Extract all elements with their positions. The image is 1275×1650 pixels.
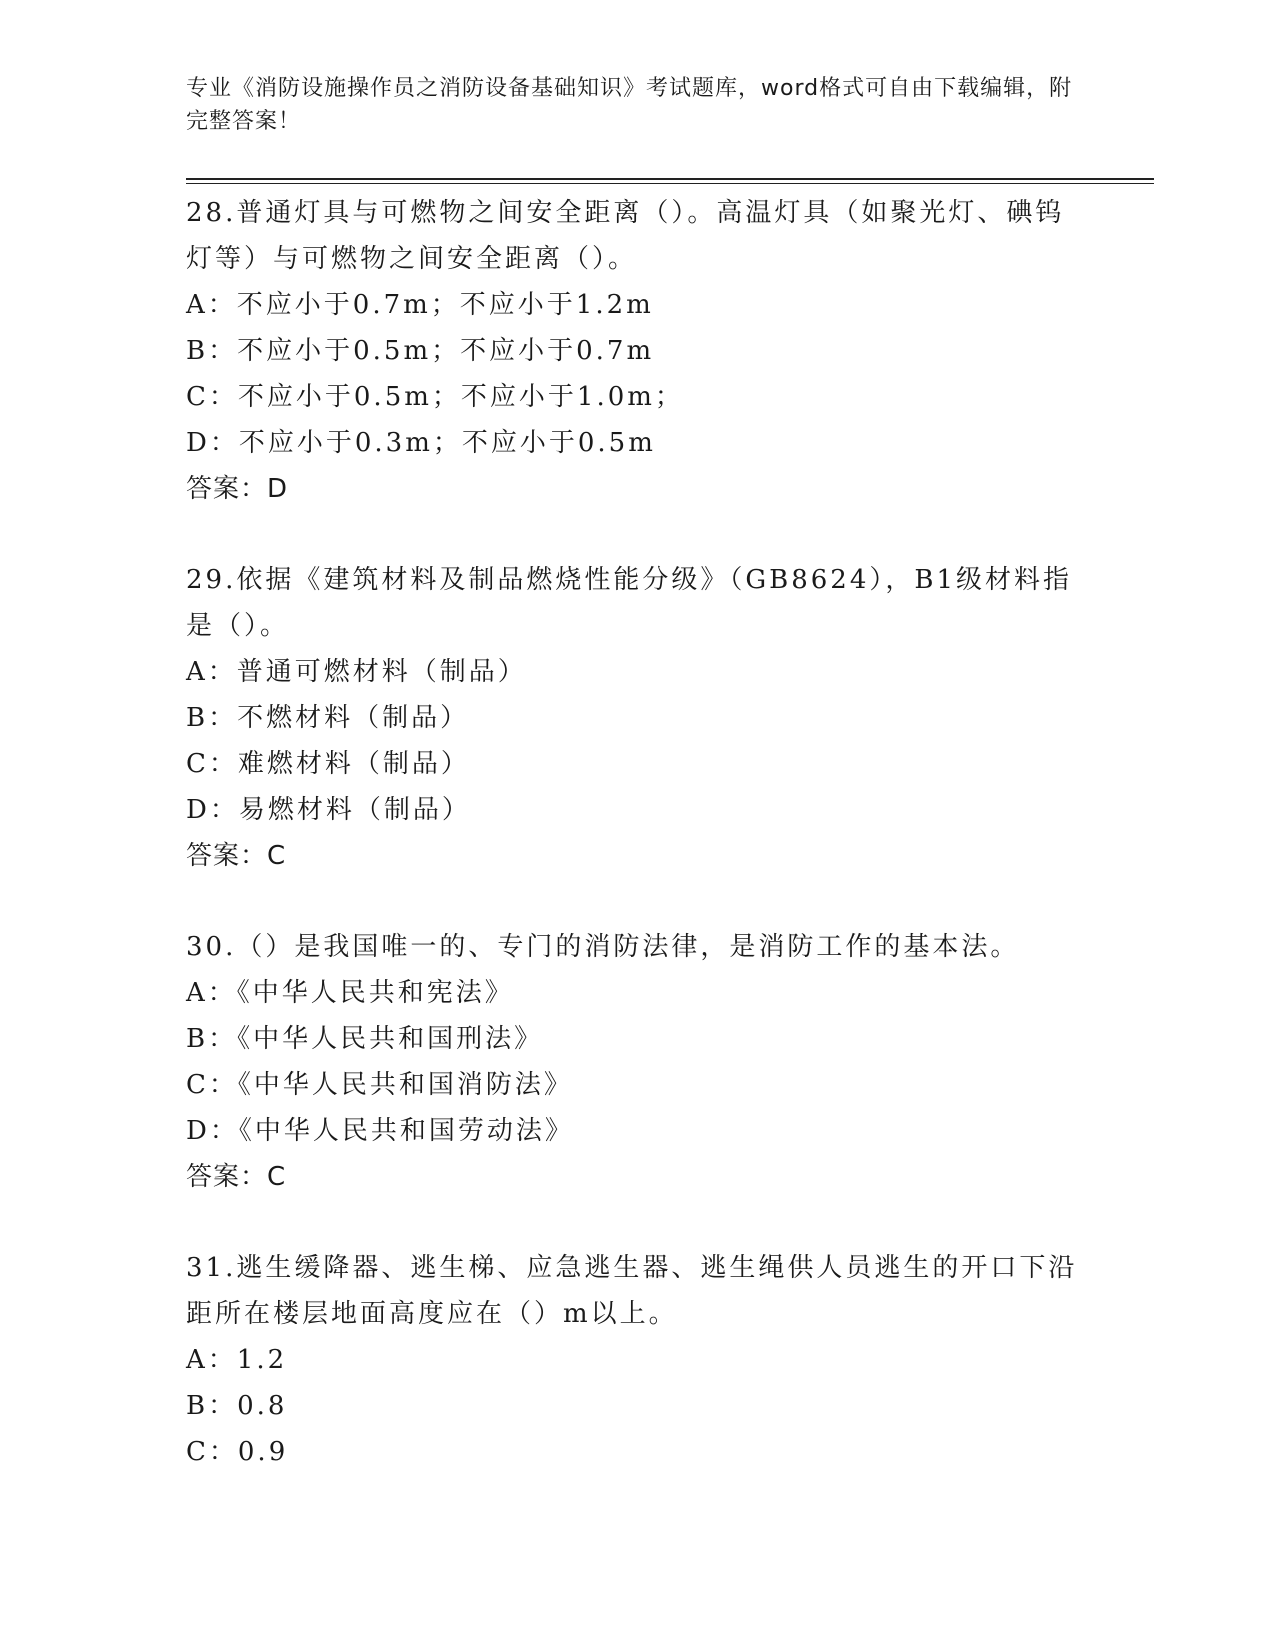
option-a: A：1.2: [186, 1345, 288, 1375]
option-c: C：难燃材料（制品）: [186, 749, 470, 779]
question-stem: 29.依据《建筑材料及制品燃烧性能分级》（GB8624），B1级材料指是（）。: [186, 565, 1073, 641]
question-stem: 30.（）是我国唯一的、专门的消防法律，是消防工作的基本法。: [186, 932, 1020, 962]
option-a: A：普通可燃材料（制品）: [186, 657, 527, 687]
document-header: 专业《消防设施操作员之消防设备基础知识》考试题库，word格式可自由下载编辑，附完整答案！: [186, 76, 1073, 134]
option-d: D：不应小于0.3m；不应小于0.5m: [186, 428, 656, 458]
question-30: [186, 924, 1086, 1200]
question-stem: 31.逃生缓降器、逃生梯、应急逃生器、逃生绳供人员逃生的开口下沿距所在楼层地面高度应在（）m以上。: [186, 1253, 1078, 1329]
question-31: [186, 1245, 1086, 1475]
question-list: [186, 190, 1086, 1520]
option-d: D：易燃材料（制品）: [186, 795, 471, 825]
option-c: C：《中华人民共和国消防法》: [186, 1070, 573, 1100]
answer: 答案：D: [186, 474, 289, 504]
option-a: A：《中华人民共和宪法》: [186, 978, 514, 1008]
answer: 答案：C: [186, 1162, 287, 1192]
question-29: [186, 557, 1086, 879]
option-b: B：不应小于0.5m；不应小于0.7m: [186, 336, 655, 366]
header-divider-thick: [186, 178, 1154, 180]
header-divider-thin: [186, 183, 1154, 184]
question-stem: 28.普通灯具与可燃物之间安全距离（）。高温灯具（如聚光灯、碘钨灯等）与可燃物之间安全距离（）。: [186, 198, 1065, 274]
option-c: C：不应小于0.5m；不应小于1.0m；: [186, 382, 684, 412]
answer: 答案：C: [186, 841, 287, 871]
option-a: A：不应小于0.7m；不应小于1.2m: [186, 290, 654, 320]
option-b: B：0.8: [186, 1391, 288, 1421]
option-c: C：0.9: [186, 1437, 289, 1467]
option-d: D：《中华人民共和国劳动法》: [186, 1116, 574, 1146]
question-28: [186, 190, 1086, 512]
option-b: B：不燃材料（制品）: [186, 703, 470, 733]
option-b: B：《中华人民共和国刑法》: [186, 1024, 544, 1054]
